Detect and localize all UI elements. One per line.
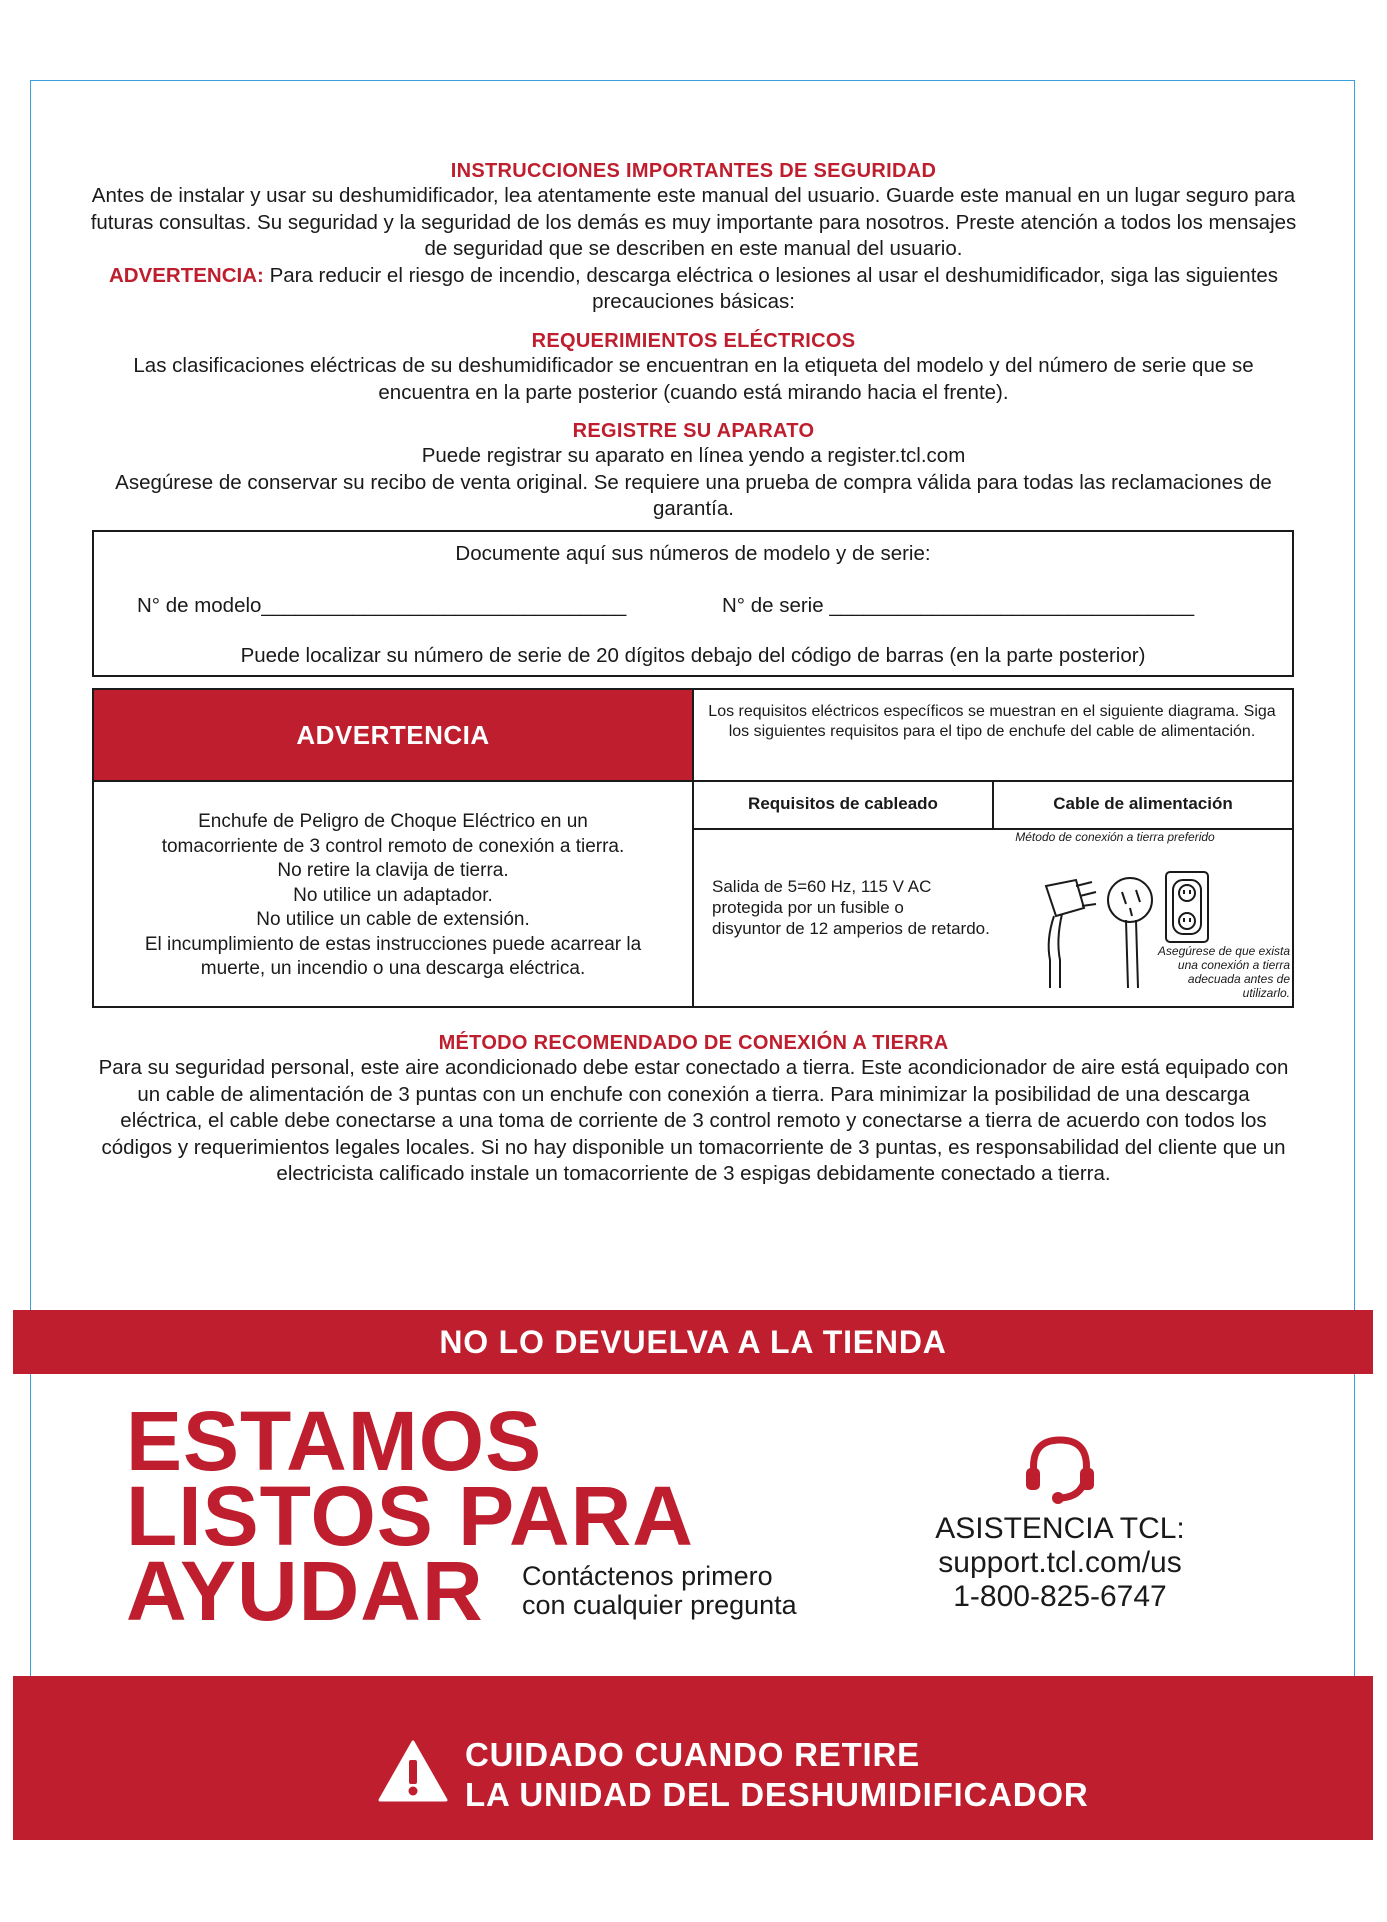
requirements-intro: Los requisitos eléctricos específicos se muestran en el siguiente diagrama. Siga los siguientes requisitos para el tipo de enchufe del cable de alimentación. xyxy=(708,703,1276,740)
warning-triangle-icon xyxy=(378,1740,448,1802)
electrical-title: REQUERIMIENTOS ELÉCTRICOS xyxy=(531,330,856,352)
warning-banner: ADVERTENCIA xyxy=(94,690,692,780)
shock-warning-text xyxy=(100,810,686,982)
support-info xyxy=(900,1512,1220,1614)
return-banner: NO LO DEVUELVA A LA TIENDA xyxy=(13,1310,1373,1374)
safety-warning xyxy=(90,263,1297,316)
contact-line: Contáctenos primero xyxy=(522,1561,773,1591)
grounding-section xyxy=(95,1032,1292,1188)
column-power-cord: Cable de alimentación xyxy=(1053,794,1233,813)
headset-icon xyxy=(1022,1432,1098,1506)
grounding-text: Para su seguridad personal, este aire acondicionado debe estar conectado a tierra. Este acondicionador de aire está equipado con un cable de alimentación de 3 puntas con un enchufe con conexión a tierra. Para minimizar la posibilidad de una descarga eléctrica, el cable debe conectarse a una toma de corriente de 3 control remoto y conectarse a tierra de acuerdo con todos los códigos y requerimientos legales locales. Si no hay disponible un tomacorriente de 3 puntas, es responsabilidad del cliente que un electricista calificado instale un tomacorriente de 3 espigas debidamente conectado a tierra. xyxy=(98,1056,1289,1185)
outlet-requirement xyxy=(712,876,990,939)
ready-line: ESTAMOS xyxy=(126,1394,543,1488)
serial-box-footer: Puede localizar su número de serie de 20 dígitos debajo del código de barras (en la parte posterior) xyxy=(240,644,1146,667)
serial-number-box xyxy=(92,530,1294,677)
ready-line: LISTOS PARA xyxy=(126,1469,694,1563)
serial-box-heading: Documente aquí sus números de modelo y de serie: xyxy=(455,542,931,565)
caution-text xyxy=(465,1735,1089,1815)
table-divider xyxy=(692,690,694,1006)
outlet-line: disyuntor de 12 amperios de retardo. xyxy=(712,919,990,938)
outlet-line: Salida de 5=60 Hz, 115 V AC xyxy=(712,877,932,896)
support-title: ASISTENCIA TCL: xyxy=(935,1512,1185,1545)
safety-title: INSTRUCCIONES IMPORTANTES DE SEGURIDAD xyxy=(450,160,937,182)
column-wiring: Requisitos de cableado xyxy=(748,794,938,813)
serial-number-field: N° de serie ________________________________ xyxy=(722,594,1195,617)
warning-text: Para reducir el riesgo de incendio, descarga eléctrica o lesiones al usar el deshumidificador, siga las siguientes precauciones básicas: xyxy=(269,263,1279,313)
ready-line: AYUDAR xyxy=(126,1544,484,1638)
support-url[interactable]: support.tcl.com/us xyxy=(938,1546,1182,1579)
shock-line: Enchufe de Peligro de Choque Eléctrico en un xyxy=(198,811,588,832)
register-section xyxy=(90,420,1297,523)
electrical-text: Las clasificaciones eléctricas de su deshumidificador se encuentran en la etiqueta del modelo y del número de serie que se encuentra en la parte posterior (cuando está mirando hacia el frente). xyxy=(133,354,1254,404)
shock-line: No utilice un adaptador. xyxy=(293,884,493,906)
contact-line: con cualquier pregunta xyxy=(522,1590,797,1620)
support-phone[interactable]: 1-800-825-6747 xyxy=(953,1580,1167,1613)
caution-line: CUIDADO CUANDO RETIRE xyxy=(465,1736,920,1773)
shock-line: tomacorriente de 3 control remoto de conexión a tierra. xyxy=(161,835,625,857)
electrical-section xyxy=(90,330,1297,406)
warning-label: ADVERTENCIA: xyxy=(108,263,264,287)
warning-table xyxy=(92,688,1294,1008)
model-number-field: N° de modelo________________________________ xyxy=(137,594,627,617)
shock-line: muerte, un incendio o una descarga eléctrica. xyxy=(200,958,586,979)
shock-line: No utilice un cable de extensión. xyxy=(256,909,530,930)
register-title: REGISTRE SU APARATO xyxy=(572,420,815,442)
shock-line: El incumplimiento de estas instrucciones puede acarrear la xyxy=(144,933,642,955)
preferred-method-caption: Método de conexión a tierra preferido xyxy=(1015,830,1215,844)
safety-section xyxy=(90,160,1297,316)
caution-line: LA UNIDAD DEL DESHUMIDIFICADOR xyxy=(465,1776,1089,1813)
register-line1: Puede registrar su aparato en línea yendo a register.tcl.com xyxy=(421,444,966,467)
ensure-ground-caption: Asegúrese de que exista una conexión a tierra adecuada antes de utilizarlo. xyxy=(1157,944,1290,1000)
outlet-line: protegida por un fusible o xyxy=(712,898,904,917)
grounding-title: MÉTODO RECOMENDADO DE CONEXIÓN A TIERRA xyxy=(438,1032,949,1054)
shock-line: No retire la clavija de tierra. xyxy=(277,860,509,881)
safety-intro: Antes de instalar y usar su deshumidificador, lea atentamente este manual del usuario. Guarde este manual en un lugar seguro para futuras consultas. Su seguridad y la seguridad de los demás es muy importante para nosotros. Preste atención a todos los mensajes de seguridad que se describen en este manual del usuario. xyxy=(90,184,1297,260)
contact-note xyxy=(522,1562,797,1620)
register-line2: Asegúrese de conservar su recibo de venta original. Se requiere una prueba de compra válida para todas las reclamaciones de garantía. xyxy=(115,470,1272,520)
